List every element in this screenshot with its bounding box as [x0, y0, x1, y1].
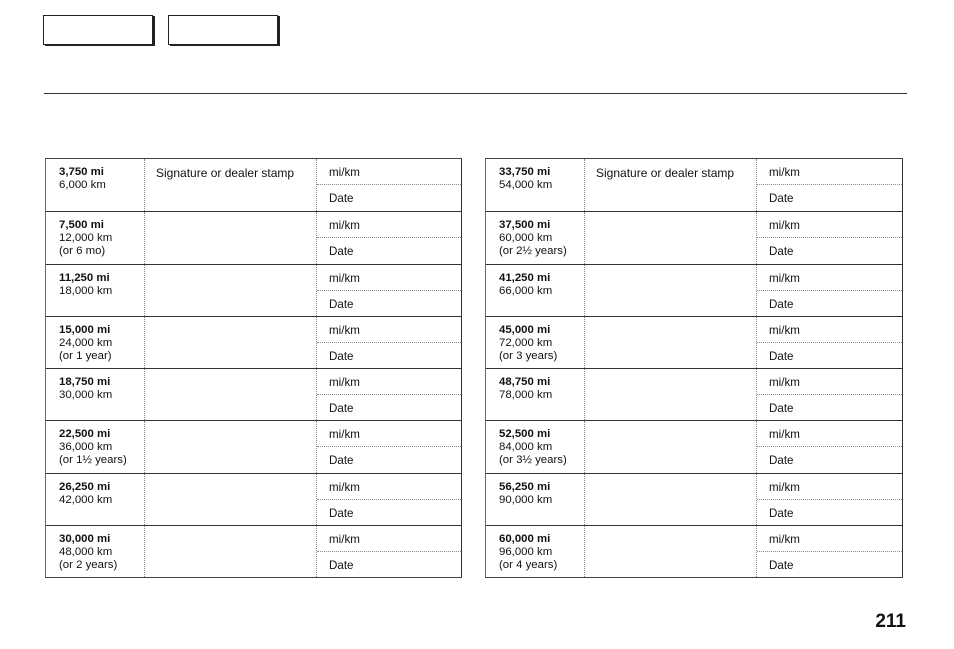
- table-row: [486, 525, 902, 577]
- miles-value: 56,250 mi: [499, 480, 551, 493]
- signature-cell: [145, 212, 317, 263]
- signature-cell: [145, 421, 317, 472]
- date-label: Date: [329, 349, 354, 363]
- signature-cell: [145, 159, 317, 211]
- mikm-cell: [317, 317, 461, 343]
- mileage-cell: [46, 317, 145, 368]
- mileage-cell: [486, 421, 585, 472]
- miles-value: 60,000 mi: [499, 532, 551, 545]
- date-cell: [317, 291, 461, 316]
- signature-cell: [585, 212, 757, 263]
- miles-value: 30,000 mi: [59, 532, 111, 545]
- mikm-label: mi/km: [329, 480, 360, 494]
- table-row: [46, 525, 461, 577]
- mileage-cell: [46, 159, 145, 211]
- km-value: 24,000 km: [59, 336, 113, 349]
- table-row: [46, 368, 461, 420]
- date-label: Date: [769, 454, 794, 468]
- mileage-cell: [486, 159, 585, 211]
- miles-value: 7,500 mi: [59, 219, 104, 232]
- mikm-cell: [757, 526, 902, 552]
- miles-value: 15,000 mi: [59, 323, 111, 336]
- signature-label: Signature or dealer stamp: [596, 166, 735, 180]
- mikm-label: mi/km: [329, 428, 360, 442]
- signature-cell: [585, 421, 757, 472]
- km-value: 84,000 km: [499, 441, 553, 454]
- miles-value: 18,750 mi: [59, 376, 111, 388]
- mikm-cell: [317, 526, 461, 552]
- table-row: [46, 473, 461, 525]
- header-rule: [44, 93, 907, 94]
- mikm-cell: [757, 265, 902, 291]
- date-cell: [317, 447, 461, 472]
- signature-cell: [145, 265, 317, 316]
- table-row: [46, 316, 461, 368]
- date-cell: [757, 552, 902, 577]
- km-value: 66,000 km: [499, 284, 553, 297]
- date-label: Date: [769, 402, 794, 415]
- km-value: 12,000 km: [59, 232, 113, 245]
- mileage-cell: [46, 421, 145, 472]
- mileage-cell: [486, 265, 585, 316]
- km-value: 72,000 km: [499, 336, 553, 349]
- interval-note: (or 6 mo): [59, 245, 106, 258]
- mikm-label: mi/km: [329, 219, 360, 233]
- miles-value: 3,750 mi: [59, 166, 104, 178]
- km-value: 18,000 km: [59, 284, 113, 297]
- miles-value: 11,250 mi: [59, 271, 110, 284]
- mileage-cell: [46, 369, 145, 420]
- date-label: Date: [329, 402, 354, 415]
- mikm-label: mi/km: [329, 323, 360, 337]
- maintenance-record-table-right: [485, 158, 903, 578]
- signature-cell: [145, 526, 317, 577]
- signature-cell: [585, 474, 757, 525]
- table-row: [486, 264, 902, 316]
- date-label: Date: [329, 506, 354, 520]
- signature-cell: [585, 159, 757, 211]
- signature-cell: [585, 317, 757, 368]
- miles-value: 48,750 mi: [499, 376, 551, 388]
- date-cell: [317, 500, 461, 525]
- signature-cell: [145, 369, 317, 420]
- signature-cell: [145, 474, 317, 525]
- signature-label: Signature or dealer stamp: [156, 166, 295, 180]
- mikm-cell: [757, 369, 902, 395]
- km-value: 30,000 km: [59, 389, 113, 401]
- signature-cell: [585, 369, 757, 420]
- table-row: [46, 211, 461, 263]
- date-cell: [757, 500, 902, 525]
- km-value: 60,000 km: [499, 232, 553, 245]
- mileage-cell: [486, 212, 585, 263]
- date-label: Date: [329, 192, 354, 205]
- date-label: Date: [769, 558, 794, 572]
- interval-note: (or 3 years): [499, 349, 558, 362]
- mileage-cell: [486, 369, 585, 420]
- mikm-label: mi/km: [329, 376, 360, 389]
- mileage-cell: [486, 474, 585, 525]
- mikm-cell: [757, 474, 902, 500]
- date-cell: [757, 291, 902, 316]
- mikm-label: mi/km: [769, 376, 800, 389]
- table-row: [486, 211, 902, 263]
- mikm-label: mi/km: [769, 480, 800, 494]
- miles-value: 52,500 mi: [499, 428, 551, 441]
- mileage-cell: [486, 317, 585, 368]
- table-row: [486, 159, 902, 211]
- page-number: 211: [875, 611, 906, 632]
- miles-value: 26,250 mi: [59, 480, 111, 493]
- mikm-cell: [757, 317, 902, 343]
- mikm-label: mi/km: [329, 532, 360, 546]
- date-label: Date: [329, 297, 354, 311]
- table-row: [46, 159, 461, 211]
- interval-note: (or 1½ years): [59, 454, 127, 467]
- miles-value: 41,250 mi: [499, 271, 551, 284]
- mikm-cell: [317, 265, 461, 291]
- km-value: 78,000 km: [499, 389, 553, 401]
- mikm-cell: [757, 212, 902, 238]
- date-cell: [757, 447, 902, 472]
- km-value: 90,000 km: [499, 493, 553, 506]
- signature-cell: [585, 526, 757, 577]
- maintenance-record-table-left: [45, 158, 462, 578]
- mikm-label: mi/km: [769, 166, 800, 179]
- mikm-label: mi/km: [769, 532, 800, 546]
- mikm-cell: [317, 421, 461, 447]
- mileage-cell: [46, 265, 145, 316]
- interval-note: (or 4 years): [499, 558, 558, 571]
- mikm-label: mi/km: [769, 219, 800, 233]
- mikm-label: mi/km: [769, 428, 800, 442]
- table-row: [46, 264, 461, 316]
- date-label: Date: [769, 506, 794, 520]
- date-cell: [757, 343, 902, 368]
- miles-value: 33,750 mi: [499, 166, 551, 178]
- date-cell: [317, 395, 461, 420]
- miles-value: 45,000 mi: [499, 323, 551, 336]
- mikm-cell: [317, 369, 461, 395]
- mikm-cell: [317, 159, 461, 185]
- section-tab-left: [43, 15, 153, 45]
- km-value: 6,000 km: [59, 179, 106, 191]
- date-label: Date: [769, 297, 794, 311]
- mikm-cell: [317, 474, 461, 500]
- mikm-label: mi/km: [769, 271, 800, 285]
- date-label: Date: [769, 349, 794, 363]
- mikm-label: mi/km: [769, 323, 800, 337]
- table-row: [486, 316, 902, 368]
- miles-value: 22,500 mi: [59, 428, 111, 441]
- signature-cell: [585, 265, 757, 316]
- mileage-cell: [46, 526, 145, 577]
- date-label: Date: [329, 245, 354, 259]
- date-label: Date: [329, 454, 354, 468]
- date-cell: [317, 238, 461, 263]
- mileage-cell: [46, 474, 145, 525]
- mikm-label: mi/km: [329, 166, 360, 179]
- interval-note: (or 2 years): [59, 558, 118, 571]
- signature-cell: [145, 317, 317, 368]
- date-label: Date: [329, 558, 354, 572]
- km-value: 36,000 km: [59, 441, 113, 454]
- date-cell: [757, 395, 902, 420]
- date-cell: [317, 552, 461, 577]
- km-value: 96,000 km: [499, 545, 553, 558]
- mikm-label: mi/km: [329, 271, 360, 285]
- date-cell: [317, 343, 461, 368]
- table-row: [486, 368, 902, 420]
- mikm-cell: [317, 212, 461, 238]
- table-row: [486, 420, 902, 472]
- date-cell: [317, 185, 461, 211]
- date-label: Date: [769, 245, 794, 259]
- miles-value: 37,500 mi: [499, 219, 551, 232]
- mileage-cell: [486, 526, 585, 577]
- section-tab-right: [168, 15, 278, 45]
- interval-note: (or 2½ years): [499, 245, 567, 258]
- table-row: [486, 473, 902, 525]
- mikm-cell: [757, 421, 902, 447]
- km-value: 54,000 km: [499, 179, 553, 191]
- date-cell: [757, 238, 902, 263]
- km-value: 42,000 km: [59, 493, 113, 506]
- interval-note: (or 1 year): [59, 349, 112, 362]
- mikm-cell: [757, 159, 902, 185]
- km-value: 48,000 km: [59, 545, 113, 558]
- table-row: [46, 420, 461, 472]
- interval-note: (or 3½ years): [499, 454, 567, 467]
- mileage-cell: [46, 212, 145, 263]
- date-cell: [757, 185, 902, 211]
- date-label: Date: [769, 192, 794, 205]
